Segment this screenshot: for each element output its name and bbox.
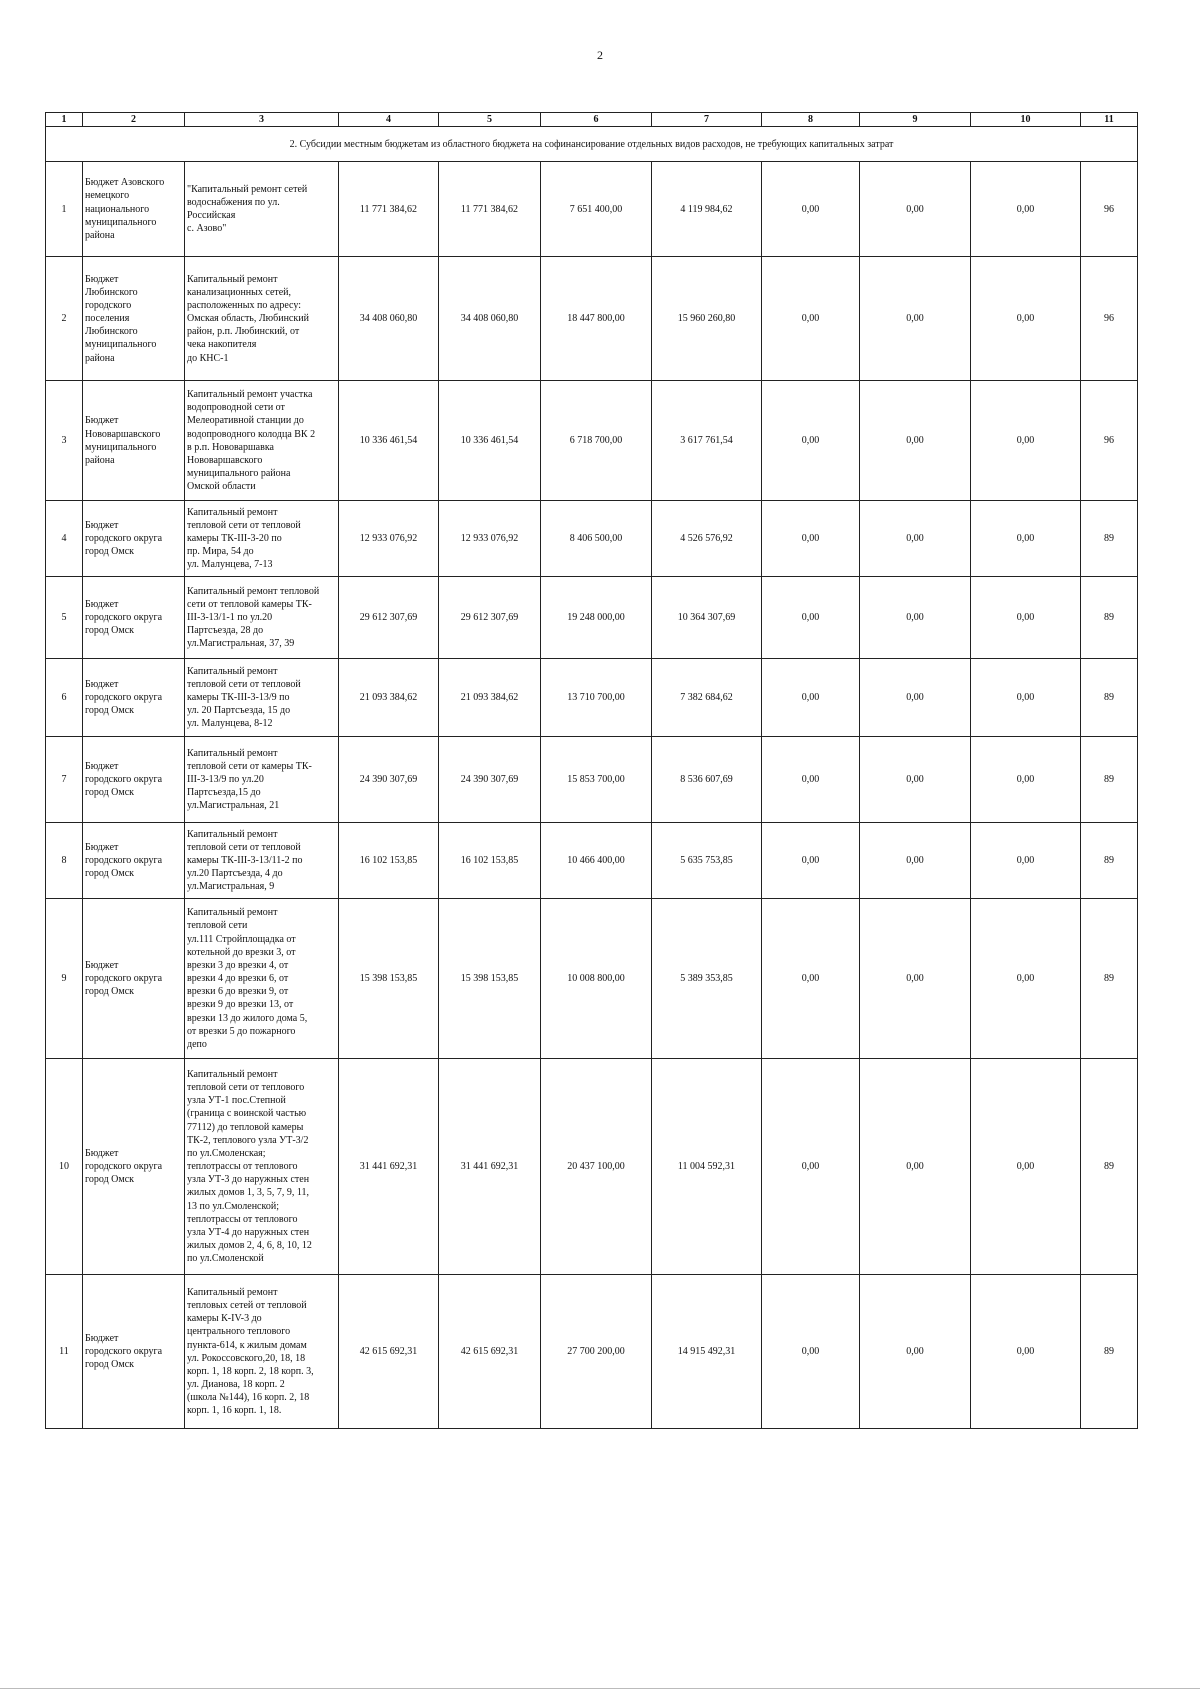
amount-col-9: 0,00: [860, 381, 971, 501]
share-col-11: 89: [1081, 659, 1138, 737]
amount-col-7: 4 526 576,92: [652, 501, 762, 577]
object-name: Капитальный ремонт тепловой сети от тепловой камеры ТК- III-3-13/1-1 по ул.20 Партсъезда, 28 до ул.Магистральная, 37, 39: [185, 577, 339, 659]
amount-col-6: 19 248 000,00: [541, 577, 652, 659]
amount-col-4: 34 408 060,80: [339, 257, 439, 381]
amount-col-9: 0,00: [860, 501, 971, 577]
amount-col-4: 21 093 384,62: [339, 659, 439, 737]
amount-col-4: 42 615 692,31: [339, 1275, 439, 1429]
amount-col-4: 12 933 076,92: [339, 501, 439, 577]
row-number: 6: [46, 659, 83, 737]
column-header: 2: [83, 113, 185, 127]
amount-col-7: 7 382 684,62: [652, 659, 762, 737]
budget-recipient: Бюджет городского округа город Омск: [83, 659, 185, 737]
amount-col-6: 10 466 400,00: [541, 823, 652, 899]
budget-recipient: Бюджет городского округа город Омск: [83, 501, 185, 577]
row-number: 10: [46, 1059, 83, 1275]
amount-col-9: 0,00: [860, 899, 971, 1059]
row-number: 9: [46, 899, 83, 1059]
amount-col-10: 0,00: [971, 899, 1081, 1059]
amount-col-7: 4 119 984,62: [652, 162, 762, 257]
budget-recipient: Бюджет городского округа город Омск: [83, 899, 185, 1059]
column-number-row: [46, 113, 1138, 127]
share-col-11: 89: [1081, 737, 1138, 823]
amount-col-5: 31 441 692,31: [439, 1059, 541, 1275]
column-header: 6: [541, 113, 652, 127]
amount-col-8: 0,00: [762, 381, 860, 501]
table-row: [46, 899, 1138, 1059]
row-number: 3: [46, 381, 83, 501]
amount-col-5: 21 093 384,62: [439, 659, 541, 737]
amount-col-4: 15 398 153,85: [339, 899, 439, 1059]
amount-col-10: 0,00: [971, 381, 1081, 501]
table-row: [46, 501, 1138, 577]
amount-col-8: 0,00: [762, 1059, 860, 1275]
object-name: Капитальный ремонт участка водопроводной сети от Мелеоративной станции до водопроводного колодца ВК 2 в р.п. Нововаршавка Нововаршавского муниципального района Омской области: [185, 381, 339, 501]
subsidy-table: [45, 112, 1138, 1429]
amount-col-4: 16 102 153,85: [339, 823, 439, 899]
amount-col-8: 0,00: [762, 659, 860, 737]
amount-col-6: 6 718 700,00: [541, 381, 652, 501]
column-header: 8: [762, 113, 860, 127]
amount-col-10: 0,00: [971, 823, 1081, 899]
column-header: 7: [652, 113, 762, 127]
amount-col-7: 10 364 307,69: [652, 577, 762, 659]
amount-col-6: 8 406 500,00: [541, 501, 652, 577]
object-name: Капитальный ремонт тепловой сети от тепловой камеры ТК-III-3-13/11-2 по ул.20 Партсъезда, 4 до ул.Магистральная, 9: [185, 823, 339, 899]
amount-col-5: 15 398 153,85: [439, 899, 541, 1059]
amount-col-10: 0,00: [971, 257, 1081, 381]
amount-col-7: 5 635 753,85: [652, 823, 762, 899]
amount-col-6: 20 437 100,00: [541, 1059, 652, 1275]
amount-col-5: 10 336 461,54: [439, 381, 541, 501]
row-number: 4: [46, 501, 83, 577]
amount-col-8: 0,00: [762, 737, 860, 823]
table-row: [46, 659, 1138, 737]
table-row: [46, 1275, 1138, 1429]
amount-col-6: 18 447 800,00: [541, 257, 652, 381]
amount-col-8: 0,00: [762, 1275, 860, 1429]
section-title: 2. Субсидии местным бюджетам из областного бюджета на софинансирование отдельных видов расходов, не требующих капитальных затрат: [46, 127, 1138, 162]
amount-col-6: 15 853 700,00: [541, 737, 652, 823]
amount-col-6: 10 008 800,00: [541, 899, 652, 1059]
amount-col-8: 0,00: [762, 501, 860, 577]
object-name: Капитальный ремонт тепловой сети от камеры ТК- III-3-13/9 по ул.20 Партсъезда,15 до ул.Магистральная, 21: [185, 737, 339, 823]
row-number: 8: [46, 823, 83, 899]
budget-recipient: Бюджет Азовского немецкого национального муниципального района: [83, 162, 185, 257]
amount-col-9: 0,00: [860, 823, 971, 899]
amount-col-9: 0,00: [860, 162, 971, 257]
amount-col-6: 7 651 400,00: [541, 162, 652, 257]
object-name: Капитальный ремонт тепловой сети ул.111 Стройплощадка от котельной до врезки 3, от врезки 3 до врезки 4, от врезки 4 до врезки 6, от врезки 6 до врезки 9, от врезки 9 до врезки 13, от врезки 13 до жилого дома 5, от врезки 5 до пожарного депо: [185, 899, 339, 1059]
amount-col-8: 0,00: [762, 823, 860, 899]
share-col-11: 89: [1081, 501, 1138, 577]
amount-col-5: 24 390 307,69: [439, 737, 541, 823]
amount-col-8: 0,00: [762, 899, 860, 1059]
amount-col-9: 0,00: [860, 1059, 971, 1275]
share-col-11: 89: [1081, 1059, 1138, 1275]
amount-col-6: 27 700 200,00: [541, 1275, 652, 1429]
amount-col-10: 0,00: [971, 1275, 1081, 1429]
amount-col-9: 0,00: [860, 659, 971, 737]
column-header: 3: [185, 113, 339, 127]
amount-col-7: 8 536 607,69: [652, 737, 762, 823]
amount-col-4: 24 390 307,69: [339, 737, 439, 823]
amount-col-9: 0,00: [860, 257, 971, 381]
amount-col-10: 0,00: [971, 162, 1081, 257]
object-name: Капитальный ремонт тепловой сети от тепловой камеры ТК-III-3-20 по пр. Мира, 54 до ул. Малунцева, 7-13: [185, 501, 339, 577]
budget-recipient: Бюджет городского округа город Омск: [83, 1059, 185, 1275]
budget-recipient: Бюджет Любинского городского поселения Любинского муниципального района: [83, 257, 185, 381]
column-header: 5: [439, 113, 541, 127]
row-number: 7: [46, 737, 83, 823]
amount-col-6: 13 710 700,00: [541, 659, 652, 737]
object-name: Капитальный ремонт тепловых сетей от тепловой камеры К-IV-3 до центрального теплового пункта-614, к жилым домам ул. Рокоссовского,20, 18, 18 корп. 1, 18 корп. 2, 18 корп. 3, ул. Дианова, 18 корп. 2 (школа №144), 16 корп. 2, 18 корп. 1, 16 корп. 1, 18.: [185, 1275, 339, 1429]
amount-col-5: 29 612 307,69: [439, 577, 541, 659]
table-row: [46, 823, 1138, 899]
row-number: 5: [46, 577, 83, 659]
amount-col-7: 3 617 761,54: [652, 381, 762, 501]
column-header: 11: [1081, 113, 1138, 127]
amount-col-4: 29 612 307,69: [339, 577, 439, 659]
amount-col-9: 0,00: [860, 737, 971, 823]
amount-col-10: 0,00: [971, 501, 1081, 577]
share-col-11: 96: [1081, 162, 1138, 257]
budget-recipient: Бюджет городского округа город Омск: [83, 577, 185, 659]
scan-edge-line: [0, 1688, 1200, 1689]
amount-col-10: 0,00: [971, 1059, 1081, 1275]
object-name: "Капитальный ремонт сетей водоснабжения по ул. Российская с. Азово": [185, 162, 339, 257]
amount-col-7: 5 389 353,85: [652, 899, 762, 1059]
amount-col-8: 0,00: [762, 257, 860, 381]
section-row: [46, 127, 1138, 162]
column-header: 1: [46, 113, 83, 127]
amount-col-5: 42 615 692,31: [439, 1275, 541, 1429]
amount-col-10: 0,00: [971, 737, 1081, 823]
budget-recipient: Бюджет городского округа город Омск: [83, 737, 185, 823]
table-row: [46, 381, 1138, 501]
share-col-11: 89: [1081, 823, 1138, 899]
budget-recipient: Бюджет городского округа город Омск: [83, 823, 185, 899]
amount-col-7: 14 915 492,31: [652, 1275, 762, 1429]
share-col-11: 96: [1081, 381, 1138, 501]
share-col-11: 89: [1081, 899, 1138, 1059]
share-col-11: 89: [1081, 1275, 1138, 1429]
amount-col-5: 16 102 153,85: [439, 823, 541, 899]
amount-col-8: 0,00: [762, 577, 860, 659]
amount-col-9: 0,00: [860, 577, 971, 659]
amount-col-7: 11 004 592,31: [652, 1059, 762, 1275]
object-name: Капитальный ремонт тепловой сети от теплового узла УТ-1 пос.Степной (граница с воинской частью 77112) до тепловой камеры ТК-2, теплового узла УТ-3/2 по ул.Смоленская; теплотрассы от теплового узла УТ-3 до наружных стен жилых домов 1, 3, 5, 7, 9, 11, 13 по ул.Смоленской; теплотрассы от теплового узла УТ-4 до наружных стен жилых домов 2, 4, 6, 8, 10, 12 по ул.Смоленской: [185, 1059, 339, 1275]
amount-col-7: 15 960 260,80: [652, 257, 762, 381]
page-number: 2: [597, 48, 603, 62]
column-header: 10: [971, 113, 1081, 127]
amount-col-10: 0,00: [971, 577, 1081, 659]
table-row: [46, 257, 1138, 381]
budget-recipient: Бюджет городского округа город Омск: [83, 1275, 185, 1429]
table-row: [46, 577, 1138, 659]
row-number: 2: [46, 257, 83, 381]
amount-col-5: 11 771 384,62: [439, 162, 541, 257]
row-number: 1: [46, 162, 83, 257]
amount-col-5: 34 408 060,80: [439, 257, 541, 381]
table-row: [46, 737, 1138, 823]
share-col-11: 96: [1081, 257, 1138, 381]
share-col-11: 89: [1081, 577, 1138, 659]
table-row: [46, 1059, 1138, 1275]
object-name: Капитальный ремонт канализационных сетей, расположенных по адресу: Омская область, Любинский район, р.п. Любинский, от чека накопителя до КНС-1: [185, 257, 339, 381]
table-row: [46, 162, 1138, 257]
column-header: 9: [860, 113, 971, 127]
amount-col-4: 10 336 461,54: [339, 381, 439, 501]
amount-col-4: 11 771 384,62: [339, 162, 439, 257]
budget-recipient: Бюджет Нововаршавского муниципального района: [83, 381, 185, 501]
amount-col-9: 0,00: [860, 1275, 971, 1429]
amount-col-10: 0,00: [971, 659, 1081, 737]
object-name: Капитальный ремонт тепловой сети от тепловой камеры ТК-III-3-13/9 по ул. 20 Партсъезда, 15 до ул. Малунцева, 8-12: [185, 659, 339, 737]
column-header: 4: [339, 113, 439, 127]
amount-col-5: 12 933 076,92: [439, 501, 541, 577]
row-number: 11: [46, 1275, 83, 1429]
amount-col-4: 31 441 692,31: [339, 1059, 439, 1275]
amount-col-8: 0,00: [762, 162, 860, 257]
